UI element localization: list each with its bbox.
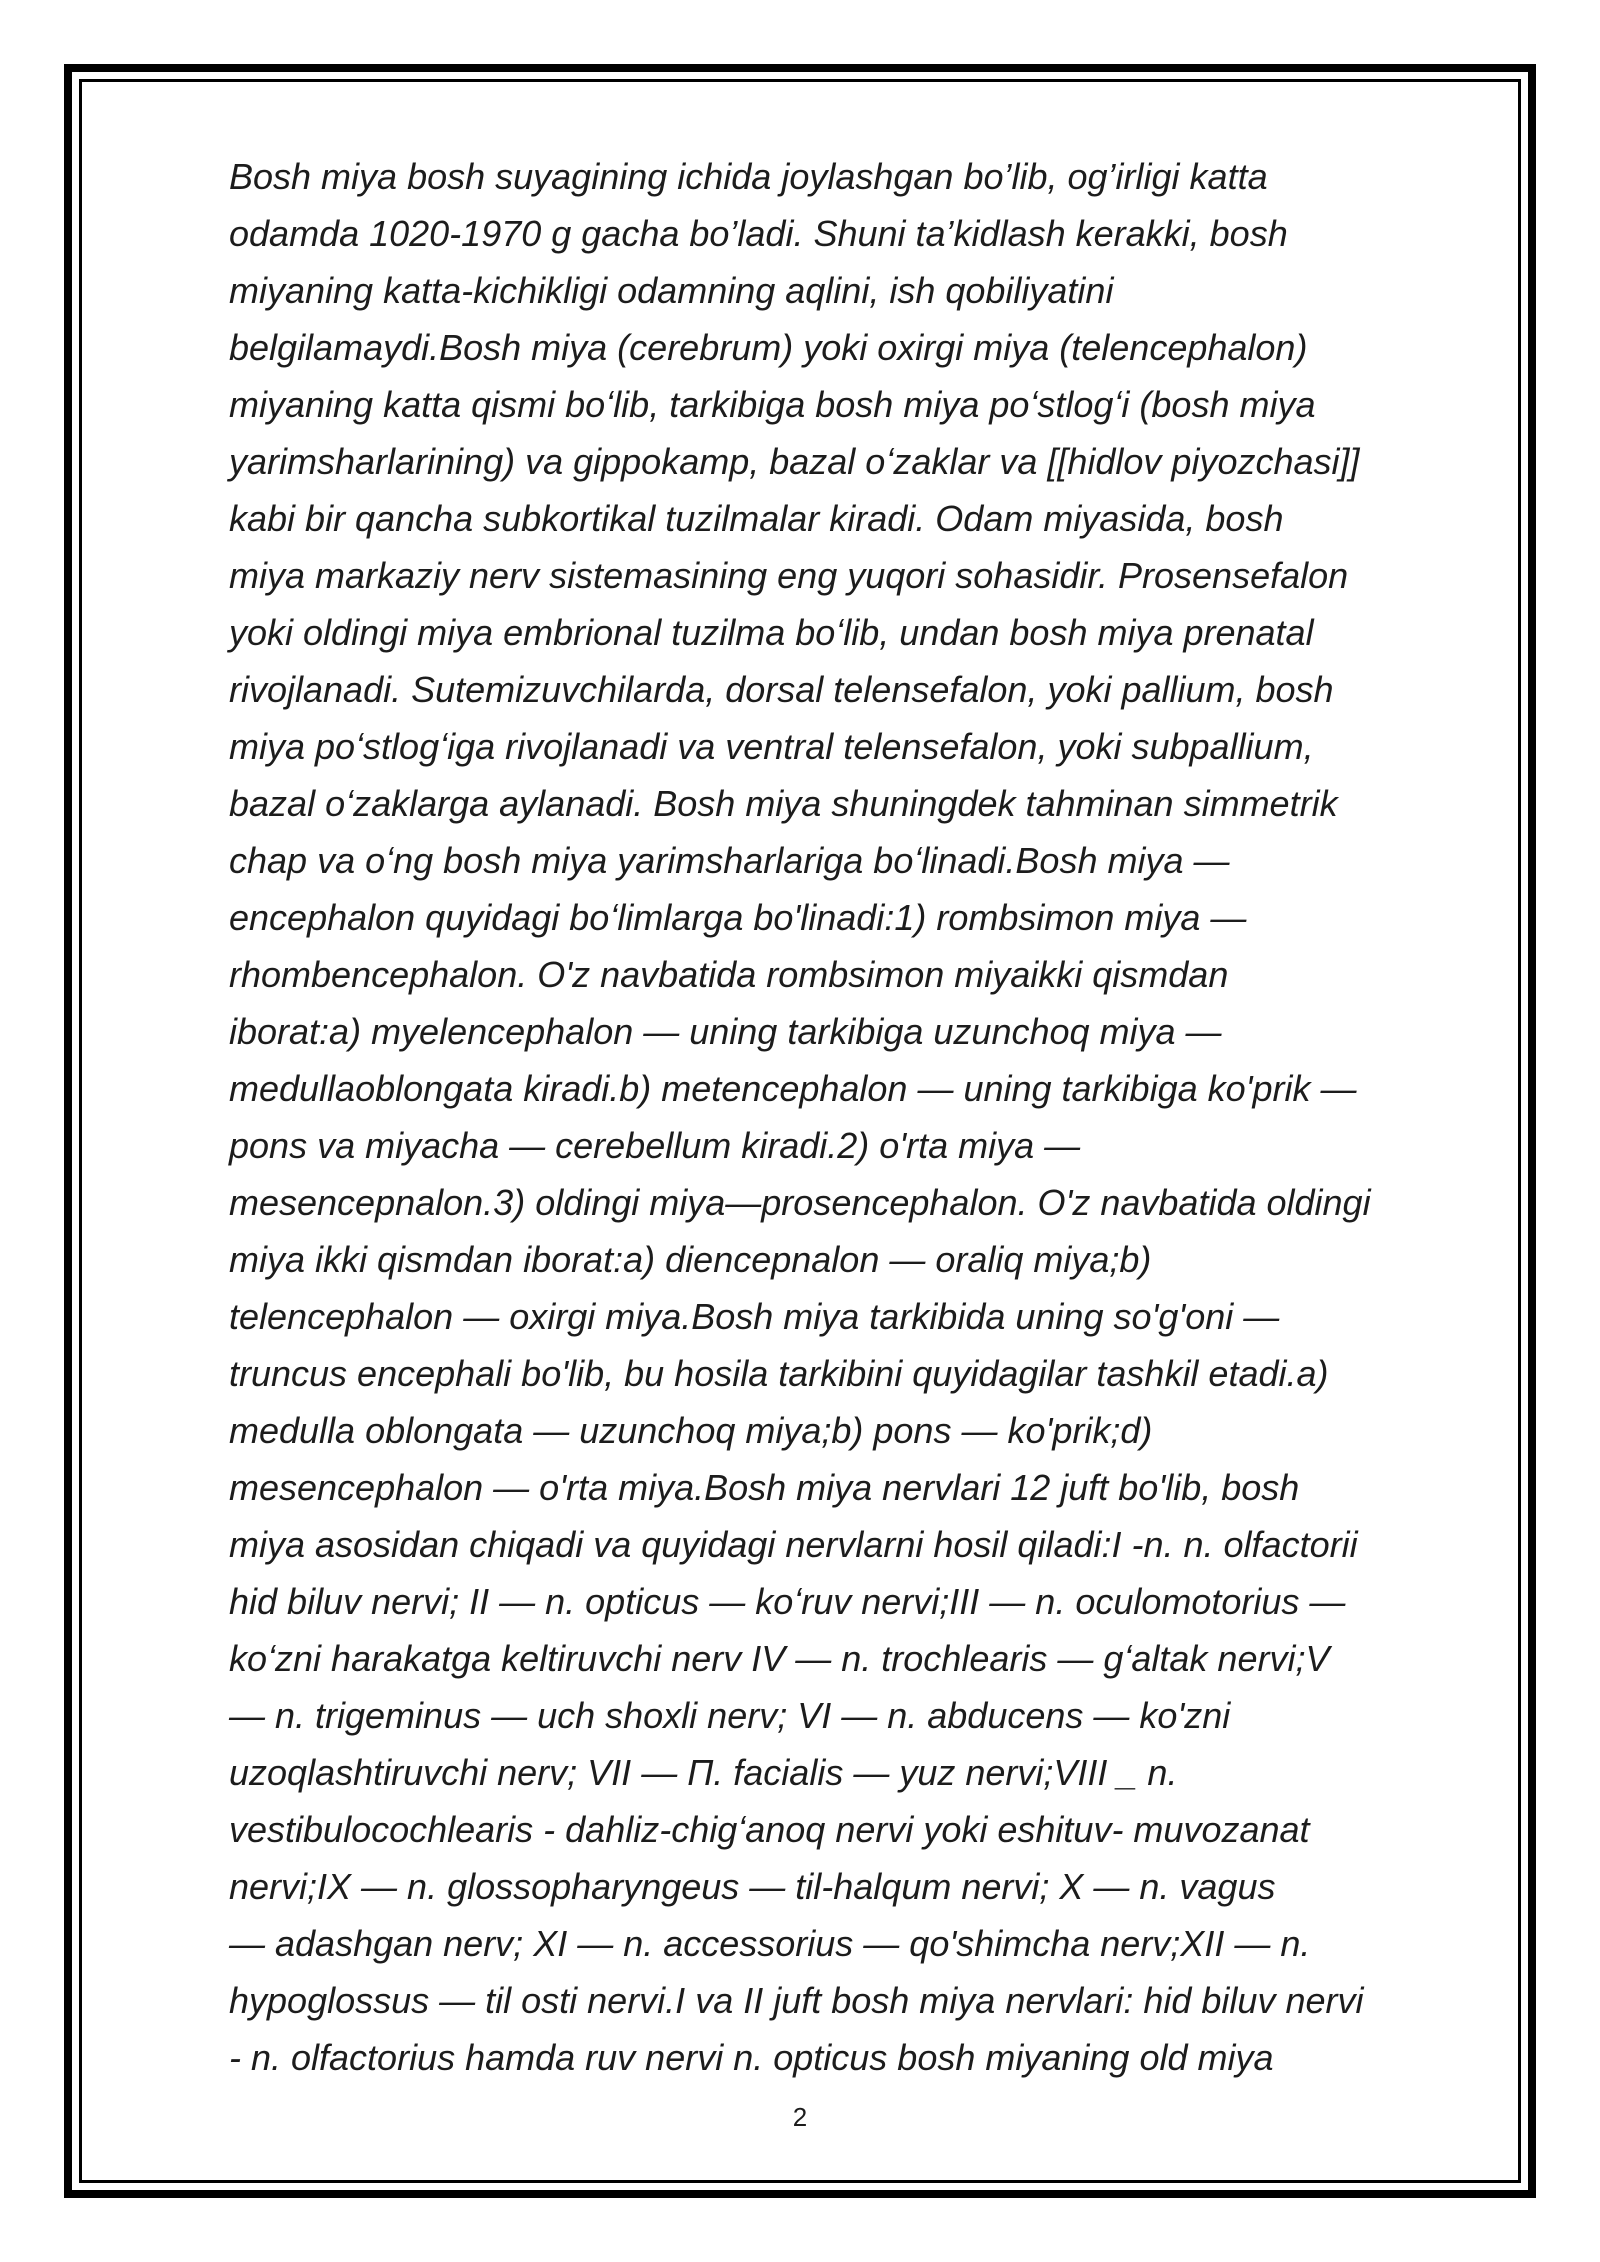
text-line: encephalon quyidagi boʻlimlarga bo'linadi:1) rombsimon miya —: [229, 897, 1247, 938]
text-line: nervi;IX — n. glossopharyngeus — til-halqum nervi; X — n. vagus: [229, 1866, 1276, 1907]
text-line: medullaoblongata kiradi.b) metencephalon — uning tarkibiga ko'prik —: [229, 1068, 1357, 1109]
text-line: uzoqlashtiruvchi nerv; VII — П. facialis — yuz nervi;VIII _ n.: [229, 1752, 1178, 1793]
body-text: [229, 148, 1489, 2086]
text-line: miya markaziy nerv sistemasining eng yuqori sohasidir. Prosensefalon: [229, 555, 1349, 596]
text-line: chap va oʻng bosh miya yarimsharlariga boʻlinadi.Bosh miya —: [229, 840, 1230, 881]
text-line: Bosh miya bosh suyagining ichida joylashgan bo’lib, og’irligi katta: [229, 156, 1268, 197]
text-line: mesencephalon — o'rta miya.Bosh miya nervlari 12 juft bo'lib, bosh: [229, 1467, 1300, 1508]
text-line: medulla oblongata — uzunchoq miya;b) pons — ko'prik;d): [229, 1410, 1153, 1451]
text-line: truncus encephali bo'lib, bu hosila tarkibini quyidagilar tashkil etadi.a): [229, 1353, 1329, 1394]
text-line: miyaning katta-kichikligi odamning aqlini, ish qobiliyatini: [229, 270, 1114, 311]
text-line: yoki oldingi miya embrional tuzilma boʻlib, undan bosh miya prenatal: [229, 612, 1314, 653]
text-line: odamda 1020-1970 g gacha bo’ladi. Shuni ta’kidlash kerakki, bosh: [229, 213, 1288, 254]
text-line: — n. trigeminus — uch shoxli nerv; VI — n. abducens — ko'zni: [229, 1695, 1231, 1736]
text-line: miya ikki qismdan iborat:a) diencepnalon — oraliq miya;b): [229, 1239, 1152, 1280]
text-line: belgilamaydi.Bosh miya (cerebrum) yoki oxirgi miya (telencephalon): [229, 327, 1308, 368]
text-line: hypoglossus — til osti nervi.I va II juft bosh miya nervlari: hid biluv nervi: [229, 1980, 1364, 2021]
text-line: iborat:a) myelencephalon — uning tarkibiga uzunchoq miya —: [229, 1011, 1222, 1052]
text-line: vestibulocochlearis - dahliz-chigʻanoq nervi yoki eshituv- muvozanat: [229, 1809, 1310, 1850]
text-line: kabi bir qancha subkortikal tuzilmalar kiradi. Odam miyasida, bosh: [229, 498, 1284, 539]
text-line: mesencepnalon.3) oldingi miya—prosencephalon. O'z navbatida oldingi: [229, 1182, 1371, 1223]
page-number: 2: [792, 2102, 808, 2132]
text-line: yarimsharlarining) va gippokamp, bazal oʻzaklar va [[hidlov piyozchasi]]: [229, 441, 1360, 482]
text-line: bazal oʻzaklarga aylanadi. Bosh miya shuningdek tahminan simmetrik: [229, 783, 1338, 824]
text-line: koʻzni harakatga keltiruvchi nerv IV — n. trochlearis — gʻaltak nervi;V: [229, 1638, 1330, 1679]
text-line: miyaning katta qismi boʻlib, tarkibiga bosh miya poʻstlogʻi (bosh miya: [229, 384, 1316, 425]
text-line: miya asosidan chiqadi va quyidagi nervlarni hosil qiladi:I -n. n. olfactorii: [229, 1524, 1358, 1565]
text-line: rhombencephalon. O'z navbatida rombsimon miyaikki qismdan: [229, 954, 1229, 995]
text-line: - n. olfactorius hamda ruv nervi n. opticus bosh miyaning old miya: [229, 2037, 1274, 2078]
text-line: pons va miyacha — cerebellum kiradi.2) o'rta miya —: [229, 1125, 1081, 1166]
text-line: hid biluv nervi; II — n. opticus — koʻruv nervi;III — n. oculomotorius —: [229, 1581, 1346, 1622]
text-line: — adashgan nerv; XI — n. accessorius — qo'shimcha nerv;XII — n.: [229, 1923, 1311, 1964]
text-line: telencephalon — oxirgi miya.Bosh miya tarkibida uning so'g'oni —: [229, 1296, 1280, 1337]
text-line: rivojlanadi. Sutemizuvchilarda, dorsal telensefalon, yoki pallium, bosh: [229, 669, 1334, 710]
text-line: miya poʻstlogʻiga rivojlanadi va ventral telensefalon, yoki subpallium,: [229, 726, 1314, 767]
